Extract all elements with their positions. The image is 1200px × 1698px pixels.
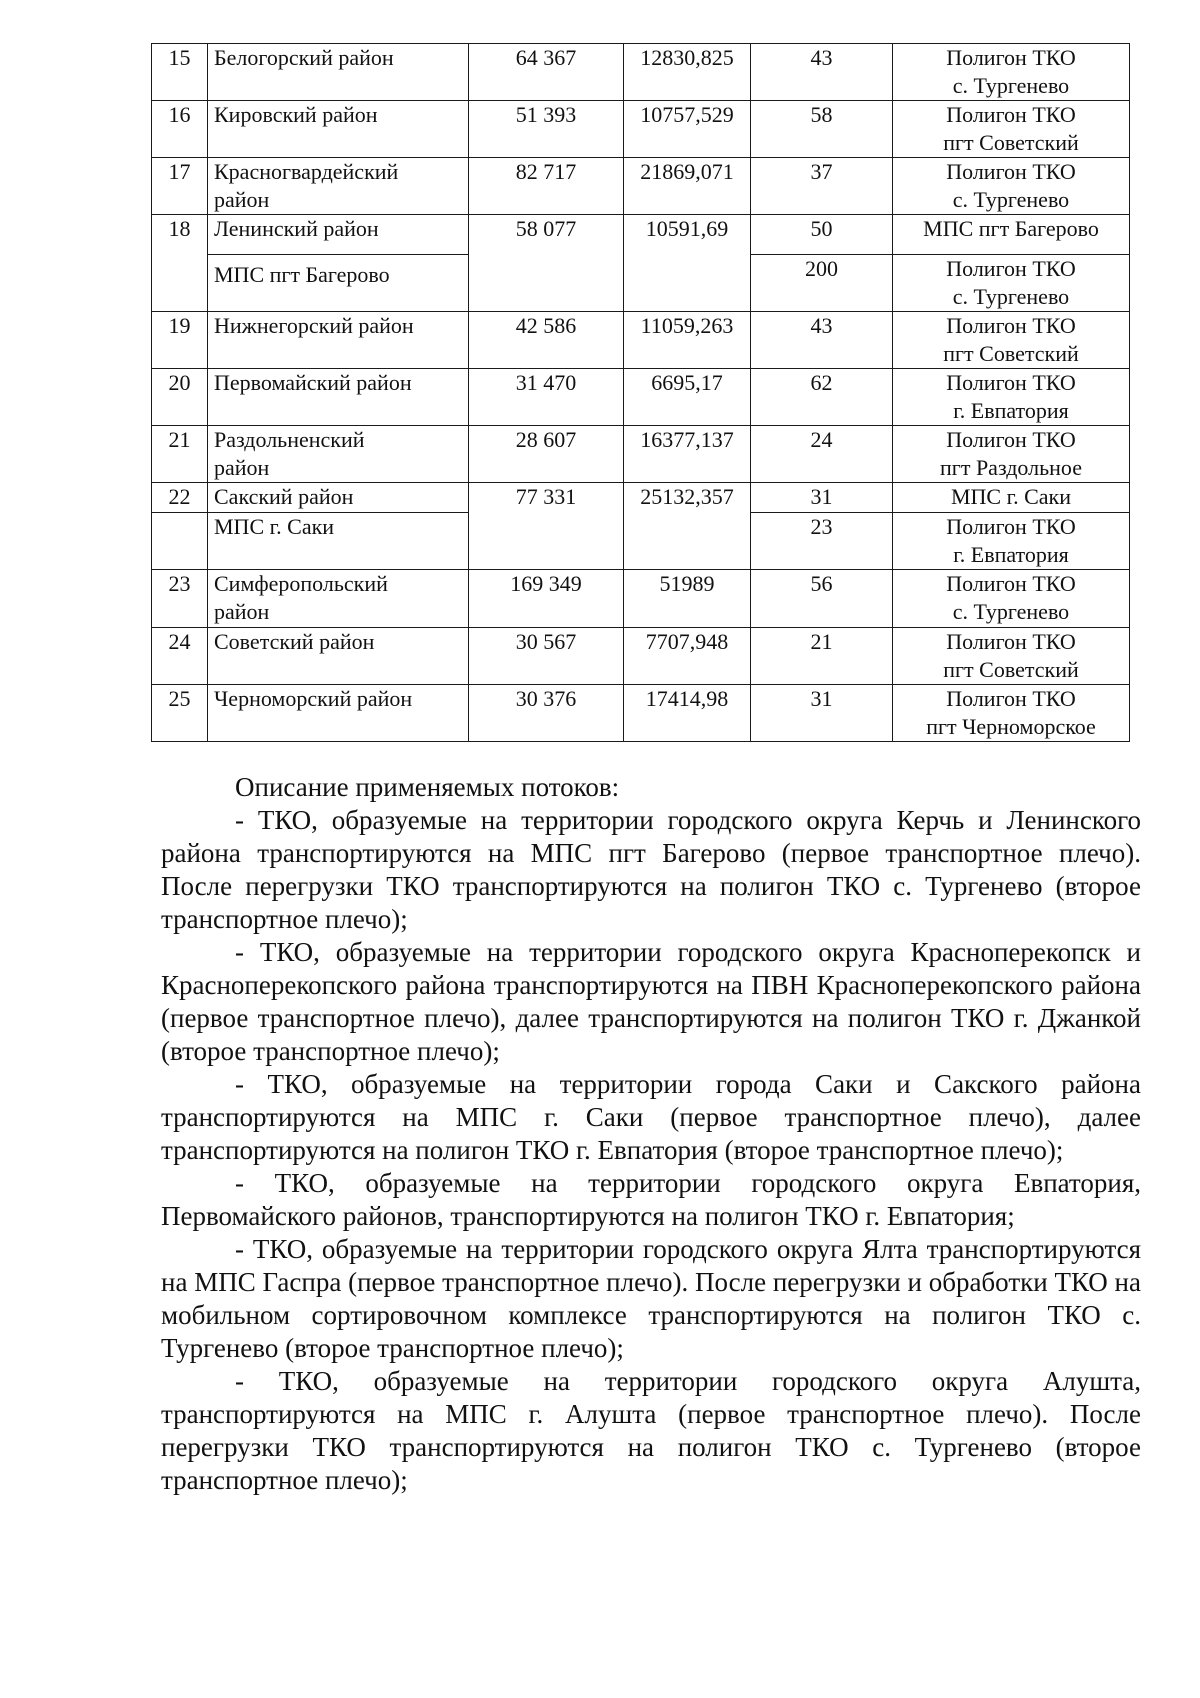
- population-cell: 28 607: [469, 426, 624, 483]
- distance-cell: 43: [751, 312, 893, 369]
- destination-cell: [893, 158, 1130, 215]
- distance-cell: 37: [751, 158, 893, 215]
- district-name: Нижнегорский район: [208, 312, 469, 369]
- distance-cell: 58: [751, 101, 893, 158]
- district-name: [208, 426, 469, 483]
- district-name: Белогорский район: [208, 44, 469, 101]
- transfer-station-name: МПС г. Саки: [208, 513, 469, 570]
- destination-line: Полигон ТКО: [946, 256, 1076, 281]
- destination-line: г. Евпатория: [953, 398, 1069, 423]
- mass-cell: 6695,17: [624, 369, 751, 426]
- district-name-line: Раздольненский: [214, 427, 365, 452]
- destination-cell: [893, 101, 1130, 158]
- flow-paragraph: - ТКО, образуемые на территории городского округа Алушта, транспортируются на МПС г. Алушта (первое транспортное плечо). После перегрузки ТКО транспортируются на полигон ТКО с. Тургенево (второе транспортное плечо);: [161, 1366, 1141, 1495]
- district-name-line: Красногвардейский: [214, 159, 399, 184]
- table-row: [152, 570, 1130, 628]
- row-number: 17: [152, 158, 208, 215]
- distance-cell: 200: [751, 255, 893, 312]
- distance-cell: 43: [751, 44, 893, 101]
- table-row: [152, 44, 1130, 101]
- flow-paragraph: - ТКО, образуемые на территории городского округа Красноперекопск и Красноперекопского района транспортируются на ПВН Красноперекопского района (первое транспортное плечо), далее транспортируются на полигон ТКО г. Джанкой (второе транспортное плечо);: [161, 937, 1141, 1066]
- row-number: 19: [152, 312, 208, 369]
- destination-line: Полигон ТКО: [946, 686, 1076, 711]
- mass-cell: 16377,137: [624, 426, 751, 483]
- distance-cell: 31: [751, 685, 893, 742]
- table-row: [152, 426, 1130, 483]
- row-number: 15: [152, 44, 208, 101]
- district-name: Кировский район: [208, 101, 469, 158]
- district-name: Черноморский район: [208, 685, 469, 742]
- destination-line: Полигон ТКО: [946, 629, 1076, 654]
- population-cell: 82 717: [469, 158, 624, 215]
- destination-line: с. Тургенево: [952, 599, 1070, 624]
- destination-line: с. Тургенево: [952, 284, 1070, 309]
- destination-line: Полигон ТКО: [946, 571, 1076, 596]
- district-name: Первомайский район: [208, 369, 469, 426]
- destination-cell: [893, 685, 1130, 742]
- district-name-line: Симферопольский: [214, 571, 388, 596]
- row-number: 16: [152, 101, 208, 158]
- district-name: Ленинский район: [208, 215, 469, 255]
- flow-paragraph: - ТКО, образуемые на территории города Саки и Сакского района транспортируются на МПС г. Саки (первое транспортное плечо), далее транспортируются на полигон ТКО г. Евпатория (второе транспортное плечо);: [161, 1069, 1141, 1165]
- table-row: [152, 483, 1130, 513]
- mass-cell: 25132,357: [624, 483, 751, 570]
- table-row: [152, 628, 1130, 685]
- destination-line: пгт Советский: [943, 657, 1079, 682]
- district-name: [208, 570, 469, 628]
- destination-line: пгт Черноморское: [926, 714, 1096, 739]
- section-heading: Описание применяемых потоков:: [235, 772, 620, 802]
- distance-cell: 50: [751, 215, 893, 255]
- row-number: 25: [152, 685, 208, 742]
- destination-cell: [893, 426, 1130, 483]
- destination-cell: [893, 312, 1130, 369]
- population-cell: 30 376: [469, 685, 624, 742]
- destination-line: Полигон ТКО: [946, 514, 1076, 539]
- destination-cell: [893, 255, 1130, 312]
- destination-cell: [893, 513, 1130, 570]
- district-name: Сакский район: [208, 483, 469, 513]
- row-number: 21: [152, 426, 208, 483]
- population-cell: 42 586: [469, 312, 624, 369]
- population-cell: 77 331: [469, 483, 624, 570]
- destination-cell: [893, 44, 1130, 101]
- mass-cell: 17414,98: [624, 685, 751, 742]
- destination-line: с. Тургенево: [952, 187, 1070, 212]
- row-number: 24: [152, 628, 208, 685]
- distance-cell: 56: [751, 570, 893, 628]
- row-number: 20: [152, 369, 208, 426]
- flows-description: [161, 771, 1141, 1497]
- population-cell: 64 367: [469, 44, 624, 101]
- destination-cell: [893, 570, 1130, 628]
- destination-line: пгт Советский: [943, 130, 1079, 155]
- distance-cell: 31: [751, 483, 893, 513]
- row-number-empty: [152, 513, 208, 570]
- destination-line: г. Евпатория: [953, 542, 1069, 567]
- row-number: 18: [152, 215, 208, 312]
- destination-line: пгт Раздольное: [940, 455, 1082, 480]
- table-row: [152, 312, 1130, 369]
- transfer-station-name: МПС пгт Багерово: [208, 255, 469, 312]
- destination-line: Полигон ТКО: [946, 313, 1076, 338]
- mass-cell: 7707,948: [624, 628, 751, 685]
- destination-line: Полигон ТКО: [946, 159, 1076, 184]
- population-cell: 169 349: [469, 570, 624, 628]
- district-name-line: район: [214, 187, 270, 212]
- distance-cell: 23: [751, 513, 893, 570]
- distance-cell: 62: [751, 369, 893, 426]
- population-cell: 58 077: [469, 215, 624, 312]
- district-name: Советский район: [208, 628, 469, 685]
- district-name: [208, 158, 469, 215]
- distance-cell: 24: [751, 426, 893, 483]
- mass-cell: 12830,825: [624, 44, 751, 101]
- district-name-line: район: [214, 455, 270, 480]
- flow-paragraph: - ТКО, образуемые на территории городского округа Евпатория, Первомайского районов, транспортируются на полигон ТКО г. Евпатория;: [161, 1168, 1141, 1231]
- destination-cell: МПС г. Саки: [893, 483, 1130, 513]
- table-row: [152, 101, 1130, 158]
- destination-line: с. Тургенево: [952, 73, 1070, 98]
- districts-table: [151, 43, 1130, 742]
- table-row: [152, 369, 1130, 426]
- destination-line: Полигон ТКО: [946, 102, 1076, 127]
- row-number: 23: [152, 570, 208, 628]
- population-cell: 51 393: [469, 101, 624, 158]
- destination-cell: [893, 628, 1130, 685]
- flow-paragraph: - ТКО, образуемые на территории городского округа Ялта транспортируются на МПС Гаспра (первое транспортное плечо). После перегрузки и обработки ТКО на мобильном сортировочном комплексе транспортируются на полигон ТКО с. Тургенево (второе транспортное плечо);: [161, 1234, 1141, 1363]
- table-row: [152, 685, 1130, 742]
- district-name-line: район: [214, 599, 270, 624]
- destination-cell: МПС пгт Багерово: [893, 215, 1130, 255]
- table-row: [152, 215, 1130, 255]
- population-cell: 31 470: [469, 369, 624, 426]
- mass-cell: 10591,69: [624, 215, 751, 312]
- mass-cell: 51989: [624, 570, 751, 628]
- row-number: 22: [152, 483, 208, 513]
- mass-cell: 10757,529: [624, 101, 751, 158]
- mass-cell: 21869,071: [624, 158, 751, 215]
- distance-cell: 21: [751, 628, 893, 685]
- population-cell: 30 567: [469, 628, 624, 685]
- table-row: [152, 158, 1130, 215]
- destination-line: Полигон ТКО: [946, 370, 1076, 395]
- destination-line: Полигон ТКО: [946, 427, 1076, 452]
- flow-paragraph: - ТКО, образуемые на территории городского округа Керчь и Ленинского района транспортируются на МПС пгт Багерово (первое транспортное плечо). После перегрузки ТКО транспортируются на полигон ТКО с. Тургенево (второе транспортное плечо);: [161, 805, 1141, 934]
- destination-line: пгт Советский: [943, 341, 1079, 366]
- destination-cell: [893, 369, 1130, 426]
- mass-cell: 11059,263: [624, 312, 751, 369]
- destination-line: Полигон ТКО: [946, 45, 1076, 70]
